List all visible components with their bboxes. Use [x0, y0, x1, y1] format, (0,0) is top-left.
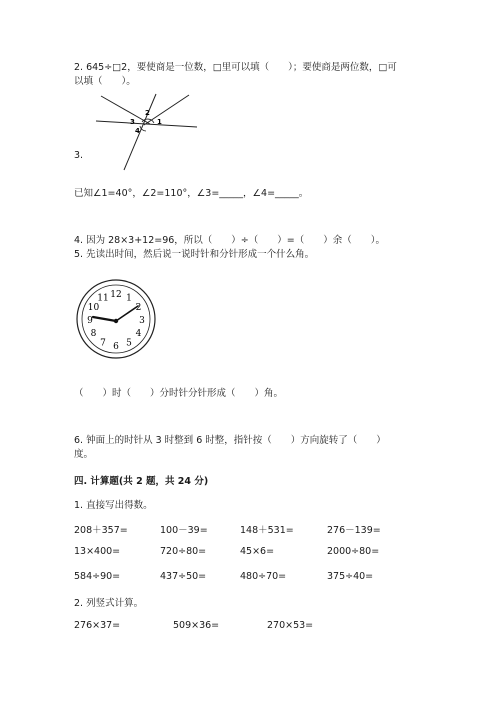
- clock-number: 7: [100, 338, 106, 349]
- oral-item: 480÷70=: [240, 571, 287, 582]
- oral-item: 720÷80=: [160, 546, 207, 557]
- q6-line1: 6. 钟面上的时针从 3 时整到 6 时整，指针按（ ）方向旋转了（ ）: [74, 435, 386, 446]
- angle-label-2: 2: [145, 109, 150, 117]
- oral-item: 2000÷80=: [327, 546, 380, 557]
- clock-number: 10: [87, 303, 100, 313]
- section4-title: 四. 计算题(共 2 题，共 24 分): [74, 476, 209, 487]
- clock-number: 4: [135, 329, 142, 339]
- q3-number: 3.: [74, 150, 84, 161]
- q3-text: 已知∠1=40°，∠2=110°，∠3=_____，∠4=_____。: [74, 188, 309, 199]
- vertical-item: 509×36=: [173, 620, 220, 631]
- short-left-line: [101, 96, 150, 124]
- q5-answer: （ ）时（ ）分时针分针形成（ ）角。: [74, 388, 284, 399]
- angle-label-4: 4: [135, 127, 140, 135]
- oral-row-1: [74, 522, 434, 536]
- q4-text: 4. 因为 28×3+12=96，所以（ ）÷（ ）=（ ）余（ ）。: [74, 235, 385, 246]
- steep-line: [124, 94, 156, 170]
- vertical-item: 270×53=: [267, 620, 314, 631]
- q2-line1: 2. 645÷□2，要使商是一位数，□里可以填（ ）；要使商是两位数，□可: [74, 62, 397, 73]
- angle-figure: [94, 92, 204, 172]
- oral-item: 100－39=: [160, 525, 208, 536]
- section4-sub1: 1. 直接写出得数。: [74, 500, 153, 511]
- oral-item: 437÷50=: [160, 571, 207, 582]
- vertical-item: 276×37=: [74, 620, 121, 631]
- clock-number: 12: [110, 290, 122, 300]
- oral-item: 148＋531=: [240, 525, 294, 536]
- section4-sub2: 2. 列竖式计算。: [74, 598, 144, 609]
- angle-label-3: 3: [130, 118, 135, 126]
- oral-item: 13×400=: [74, 546, 121, 557]
- clock-face: [76, 279, 156, 359]
- oral-item: 208＋357=: [74, 525, 128, 536]
- oral-row-3: [74, 571, 434, 585]
- clock-number: 1: [126, 293, 132, 304]
- clock-number: 6: [113, 342, 119, 352]
- q6-line2: 度。: [74, 449, 94, 460]
- vertical-row: [74, 620, 434, 634]
- oral-item: 584÷90=: [74, 571, 121, 582]
- angle-label-1: 1: [157, 118, 162, 126]
- clock-number: 3: [139, 316, 145, 326]
- oral-item: 375÷40=: [327, 571, 374, 582]
- clock-center-dot: [114, 319, 118, 323]
- clock-number: 2: [135, 303, 142, 313]
- oral-row-2: [74, 546, 434, 560]
- clock-number: 11: [97, 293, 109, 304]
- diagonal-line-up: [144, 95, 189, 125]
- oral-item: 45×6=: [240, 546, 275, 557]
- clock-number: 8: [90, 329, 97, 339]
- q5-text: 5. 先读出时间，然后说一说时针和分针形成一个什么角。: [74, 249, 315, 260]
- q2-line2: 以填（ ）。: [74, 76, 136, 87]
- oral-item: 276－139=: [327, 525, 381, 536]
- clock-number: 5: [126, 338, 132, 349]
- clock-number: 9: [87, 316, 93, 326]
